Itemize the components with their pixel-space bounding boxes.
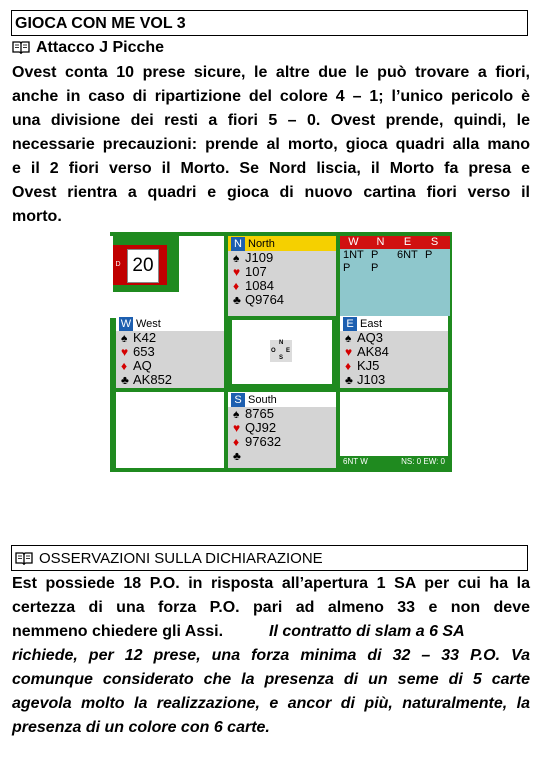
body-line: Ovest conta 10 prese sicure, le altre due le può trovare a fiori, [12,64,530,81]
document-header [11,10,528,36]
west-hand [116,316,224,388]
diamond-icon: ♦ [121,359,128,373]
table-center [228,316,336,388]
south-name: South [248,393,277,406]
body-line: Est possiede 18 P.O. in risposta all’apertura 1 SA per cui ha la [12,575,530,592]
club-icon: ♣ [233,449,241,463]
body-line: necessarie precauzioni: prende al morto, gioca quadri alla mano [12,136,530,153]
book-icon [12,40,30,53]
contract-label: 6NT W [343,457,368,466]
auction-panel [340,236,450,316]
result-bar [340,456,448,468]
west-clubs: ♣ AK852 [121,372,173,387]
body-line: certezza di una forza P.O. pari ad almeno 33 e non deve [12,599,530,616]
bridge-deal-diagram [110,232,452,472]
north-clubs: ♣ Q9764 [233,292,285,307]
west-dir: W [120,317,132,330]
heart-icon: ♥ [345,345,353,359]
body-line-mixed: nemmeno chiedere gli Assi. Il contratto di slam a 6 SA [12,623,465,640]
body-line: agevola molto la realizzazione, e ancor di più, naturalmente, la [12,695,530,712]
north-tag [228,236,336,251]
diamond-icon: ♦ [345,359,352,373]
diamond-icon: ♦ [233,279,240,293]
body-line: presenza di un colore con 6 carte. [12,719,270,736]
west-spades: ♠ K42 [121,330,157,345]
score-label: NS: 0 EW: 0 [401,457,445,466]
north-hearts: ♥ 107 [233,264,267,279]
body-line: morto. [12,208,62,225]
south-hand [228,392,336,468]
east-clubs: ♣ J103 [345,372,386,387]
section-attacco-body [12,61,530,229]
body-line: comunque considerato che la presenza di un seme di 5 carte [12,671,530,688]
east-hand [340,316,448,388]
north-name: North [248,237,275,250]
spade-icon: ♠ [233,407,240,421]
spade-icon: ♠ [345,331,352,345]
east-hearts: ♥ AK84 [345,344,389,359]
auction-row: 1NT P 6NT P [343,249,433,261]
south-tag [228,392,336,407]
body-line: Ovest rientra a quadri e gioca di nuovo cartina fiori verso il [12,184,530,201]
result-cell [340,392,448,468]
club-icon: ♣ [345,373,353,387]
east-dir: E [343,317,357,331]
dealer-marker: D [113,245,123,285]
club-icon: ♣ [233,293,241,307]
south-hearts: ♥ QJ92 [233,420,277,435]
south-dir: S [231,393,245,407]
section-observations-header [11,545,528,571]
diamond-icon: ♦ [233,435,240,449]
east-name: East [360,317,383,330]
spade-icon: ♠ [121,331,128,345]
body-line: e il 2 fiori verso il Morto. Se Nord liscia, il Morto fa presa e [12,160,530,177]
empty-cell [116,392,224,468]
east-tag [340,316,448,331]
section-observations-title: OSSERVAZIONI SULLA DICHIARAZIONE [39,550,323,567]
north-diamonds: ♦ 1084 [233,278,274,293]
auction-row: P P [343,262,379,274]
north-hand [228,236,336,316]
west-tag [116,316,224,331]
west-hearts: ♥ 653 [121,344,155,359]
auction-header: W N E S [340,236,450,249]
document-title: GIOCA CON ME VOL 3 [15,15,186,32]
north-spades: ♠ J109 [233,250,274,265]
section-attacco-label: Attacco J Picche [36,39,165,56]
compass-icon: N O E S [271,340,291,361]
club-icon: ♣ [121,373,129,387]
west-diamonds: ♦ AQ [121,358,152,373]
east-diamonds: ♦ KJ5 [345,358,380,373]
north-dir: N [231,237,245,251]
south-clubs [228,449,336,463]
heart-icon: ♥ [121,345,129,359]
east-spades: ♠ AQ3 [345,330,384,345]
south-diamonds: ♦ 97632 [233,434,282,449]
west-name: West [136,317,161,330]
south-spades: ♠ 8765 [233,406,274,421]
body-line: anche in caso di ripartizione del colore 4 – 1; l’unico pericolo è [12,88,530,105]
board-number-cell [110,236,224,318]
section-attacco-title [12,36,530,60]
body-line: richiede, per 12 prese, una forza minima di 32 – 33 P.O. Va [12,647,530,664]
heart-icon: ♥ [233,265,241,279]
spade-icon: ♠ [233,251,240,265]
book-icon [15,551,33,564]
body-line: una divisione dei resti a fiori 5 – 0. Ovest prende, quindi, le [12,112,530,129]
board-number: 20 [127,249,159,283]
heart-icon: ♥ [233,421,241,435]
section-observations-body [12,572,530,740]
